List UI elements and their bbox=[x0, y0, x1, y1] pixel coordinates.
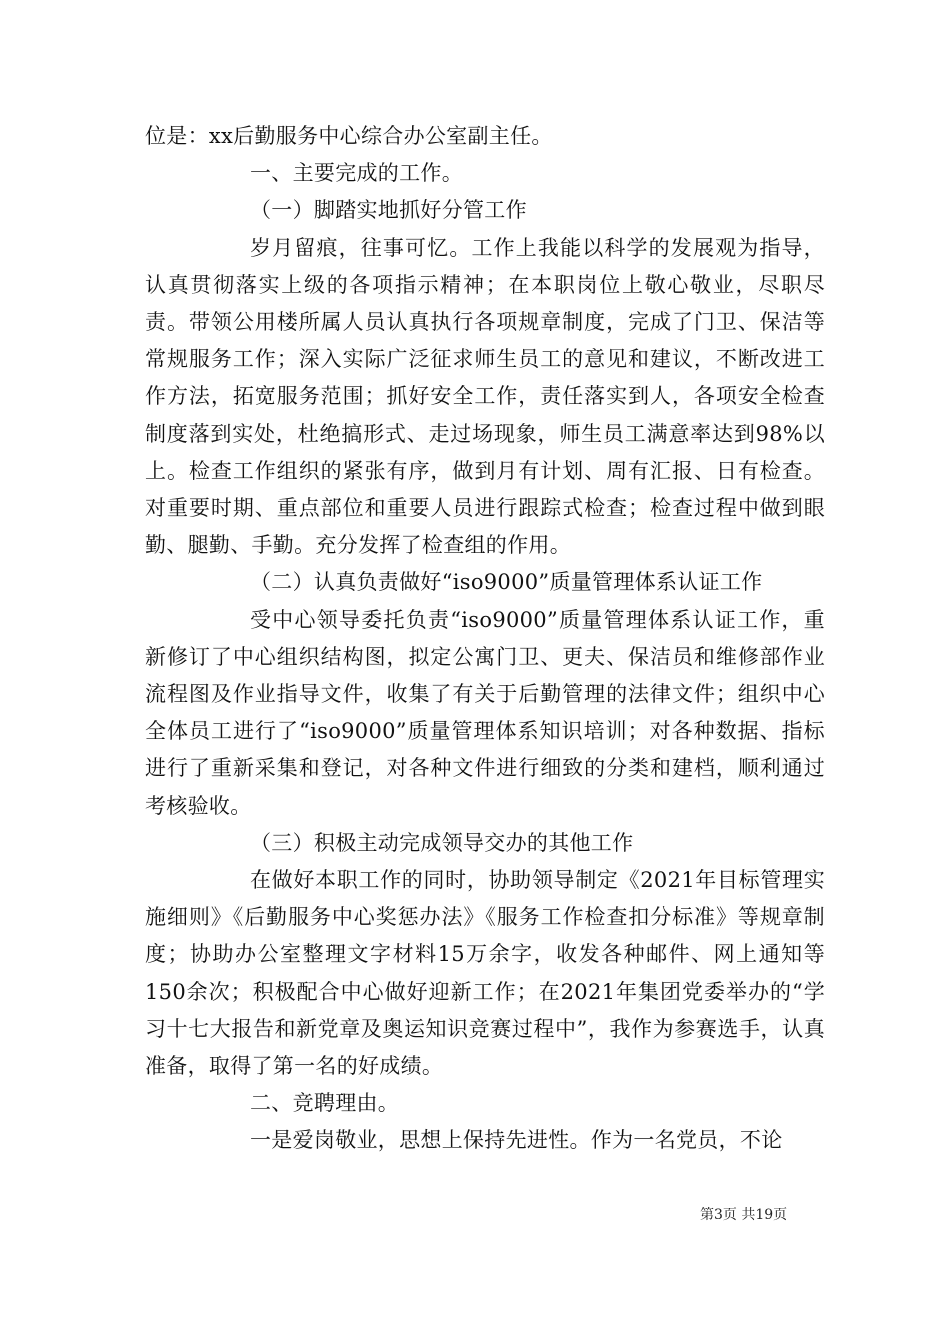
subsection-heading-2: （二）认真负责做好“iso9000”质量管理体系认证工作 bbox=[250, 570, 763, 595]
paragraph-body-1: 岁月留痕，往事可忆。工作上我能以科学的发展观为指导，认真贯彻落实上级的各项指示精神；在本职岗位上敬心敬业，尽职尽责。带领公用楼所属人员认真执行各项规章制度，完成了门卫、保洁等常规服务工作；深入实际广泛征求师生员工的意见和建议，不断改进工作方法，拓宽服务范围；抓好安全工作，责任落实到人，各项安全检查制度落到实处，杜绝搞形式、走过场现象，师生员工满意率达到98%以上。检查工作组织的紧张有序，做到月有计划、周有汇报、日有检查。对重要时期、重点部位和重要人员进行跟踪式检查；检查过程中做到眼勤、腿勤、手勤。充分发挥了检查组的作用。 bbox=[145, 235, 825, 558]
paragraph-body-3: 在做好本职工作的同时，协助领导制定《2021年目标管理实施细则》《后勤服务中心奖惩办法》《服务工作检查扣分标准》等规章制度；协助办公室整理文字材料15万余字，收发各种邮件、网上通知等150余次；积极配合中心做好迎新工作；在2021年集团党委举办的“学习十七大报告和新党章及奥运知识竞赛过程中”，我作为参赛选手，认真准备，取得了第一名的好成绩。 bbox=[145, 868, 825, 1079]
paragraph-continuation: 位是：xx后勤服务中心综合办公室副主任。 bbox=[145, 124, 553, 148]
section-heading-1: 一、主要完成的工作。 bbox=[250, 161, 463, 186]
subsection-heading-1: （一）脚踏实地抓好分管工作 bbox=[250, 198, 527, 223]
page-number-footer: 第3页 共19页 bbox=[700, 1207, 788, 1223]
paragraph-body-2: 受中心领导委托负责“iso9000”质量管理体系认证工作，重新修订了中心组织结构图，拟定公寓门卫、更夫、保洁员和维修部作业流程图及作业指导文件，收集了有关于后勤管理的法律文件；组织中心全体员工进行了“iso9000”质量管理体系知识培训；对各种数据、指标进行了重新采集和登记，对各种文件进行细致的分类和建档，顺利通过考核验收。 bbox=[145, 607, 825, 818]
section-heading-2: 二、竞聘理由。 bbox=[250, 1091, 400, 1116]
document-body bbox=[145, 118, 825, 1160]
subsection-heading-3: （三）积极主动完成领导交办的其他工作 bbox=[250, 830, 634, 855]
paragraph-body-4: 一是爱岗敬业，思想上保持先进性。作为一名党员，不论 bbox=[250, 1128, 783, 1153]
